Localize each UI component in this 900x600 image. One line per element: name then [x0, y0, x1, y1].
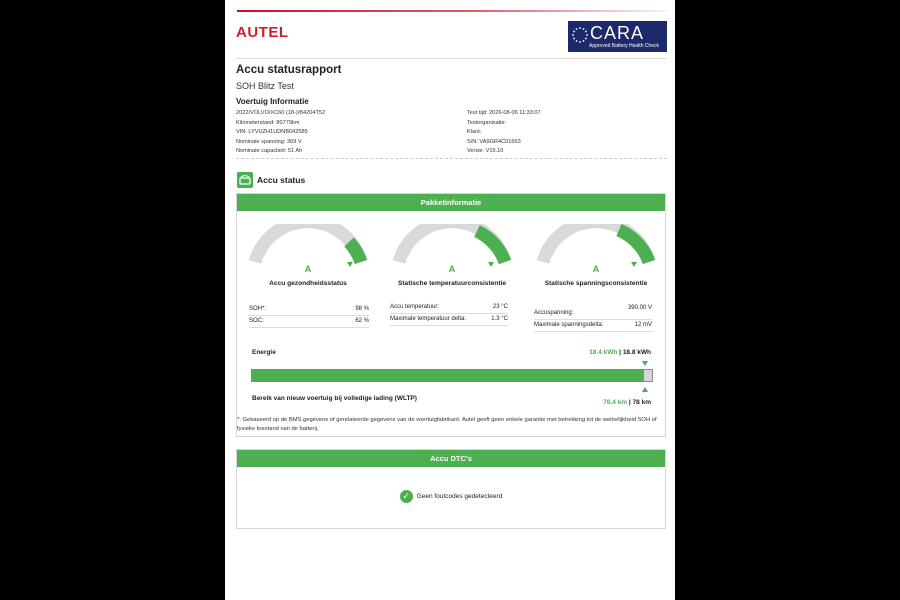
autel-logo: AUTEL — [236, 24, 289, 41]
range-max: 78 km — [632, 399, 651, 406]
gauge-voltage — [531, 224, 661, 299]
energy-label: Energie — [252, 349, 276, 356]
battery-temp-key: Accu temperatuur: — [390, 304, 440, 310]
vehicle-info-title: Voertuig Informatie — [236, 97, 309, 106]
max-temp-delta-row — [390, 314, 508, 326]
cara-badge — [568, 21, 667, 52]
soh-row — [249, 304, 369, 316]
max-voltage-delta-row — [534, 320, 652, 332]
energy-marker-icon — [642, 361, 648, 366]
soh-footnote: *: Gebaseerd op de BMS gegevens of gerelateerde gegevens van de voertuigfabrikant. Autel geeft geen enkele garantie met betrekking tot de werkelijkheid SOH of fysieke toestand van de batterij. — [237, 417, 657, 432]
gauge-temperature-grade: A — [448, 264, 456, 274]
pack-voltage-key: Accuspanning: — [534, 310, 574, 316]
test-organization: Testorganisatie: — [467, 119, 507, 126]
pack-voltage-row — [534, 304, 652, 320]
range-current: 76.4 km — [603, 399, 628, 406]
battery-status-icon — [237, 172, 253, 188]
vehicle-info-right — [467, 109, 541, 157]
dtc-status — [237, 490, 665, 503]
cara-title: CARA — [590, 23, 645, 43]
max-voltage-delta-key: Maximale spanningsdelta: — [534, 322, 604, 328]
soc-key: SOC: — [249, 318, 264, 324]
range-value — [603, 399, 651, 406]
report-page — [225, 0, 675, 600]
battery-temp-row — [390, 302, 508, 314]
energy-value — [589, 349, 651, 356]
pack-voltage-value: 390.00 V — [627, 305, 652, 311]
pack-info-panel — [236, 193, 666, 437]
report-subtitle: SOH Blitz Test — [236, 81, 294, 91]
soh-value: 98 % — [355, 306, 369, 312]
health-values — [249, 304, 369, 328]
gauge-health-grade: A — [304, 264, 312, 274]
software-version: Versie: V15.10 — [467, 148, 504, 155]
voltage-values — [534, 304, 652, 332]
dtc-status-text: Geen foutcodes gedetecteerd — [416, 493, 503, 500]
pack-info-header: Pakketinformatie — [237, 194, 665, 211]
info-divider — [236, 158, 667, 159]
customer: Klant: — [467, 129, 482, 136]
gauge-temperature-label: Statische temperatuurconsistentie — [397, 280, 507, 287]
max-temp-delta-key: Maximale temperatuur delta: — [390, 316, 467, 322]
eu-stars-icon — [571, 26, 589, 44]
range-marker-icon — [642, 387, 648, 392]
nominal-voltage: Nominale spanning: 369 V — [236, 138, 302, 145]
range-label: Bereik van nieuw voertuig bij volledige lading (WLTP) — [252, 395, 417, 402]
vehicle-vin: VIN: LYVUZH1UDNB042585 — [236, 129, 308, 136]
accu-status-title: Accu status — [257, 175, 306, 185]
dtc-header: Accu DTC's — [237, 450, 665, 467]
test-time: Test tijd: 2026-08-06 11:33:07 — [467, 110, 541, 116]
check-circle-icon: ✓ — [400, 490, 413, 503]
energy-bar — [251, 369, 653, 382]
dtc-panel — [236, 449, 666, 529]
soh-key: SOH*: — [249, 306, 267, 312]
gauge-temperature — [387, 224, 517, 299]
range-separator: | — [627, 399, 633, 406]
report-title: Accu statusrapport — [236, 64, 342, 76]
vehicle-info-left — [236, 109, 325, 157]
header-divider — [236, 58, 667, 59]
soc-row — [249, 316, 369, 328]
gauge-health-label: Accu gezondheidsstatus — [269, 280, 347, 287]
temperature-values — [390, 302, 508, 326]
energy-current: 18.4 kWh — [589, 349, 618, 356]
energy-max: 18.8 kWh — [622, 349, 651, 356]
vehicle-mileage: Kilometerstand: 80779km — [236, 119, 300, 126]
vehicle-model: 2022/VOLVO/XC60 (18-)/B4204T52 — [236, 110, 326, 116]
nominal-capacity: Nominale capaciteit: 51 Ah — [236, 148, 303, 155]
soc-value: 62 % — [355, 318, 369, 324]
gauge-health — [243, 224, 373, 299]
serial-number: S/N: VA9GR4C01663 — [467, 138, 521, 145]
energy-bar-fill — [252, 370, 644, 381]
max-temp-delta-value: 1.3 °C — [491, 316, 508, 322]
cara-subtitle: Approved Battery Health Check — [589, 43, 660, 49]
battery-temp-value: 23 °C — [492, 304, 508, 310]
header-accent-line — [237, 10, 667, 12]
gauge-voltage-grade: A — [592, 264, 600, 274]
max-voltage-delta-value: 12 mV — [634, 322, 652, 328]
energy-separator: | — [617, 349, 623, 356]
gauge-voltage-label: Statische spanningsconsistentie — [544, 280, 648, 287]
